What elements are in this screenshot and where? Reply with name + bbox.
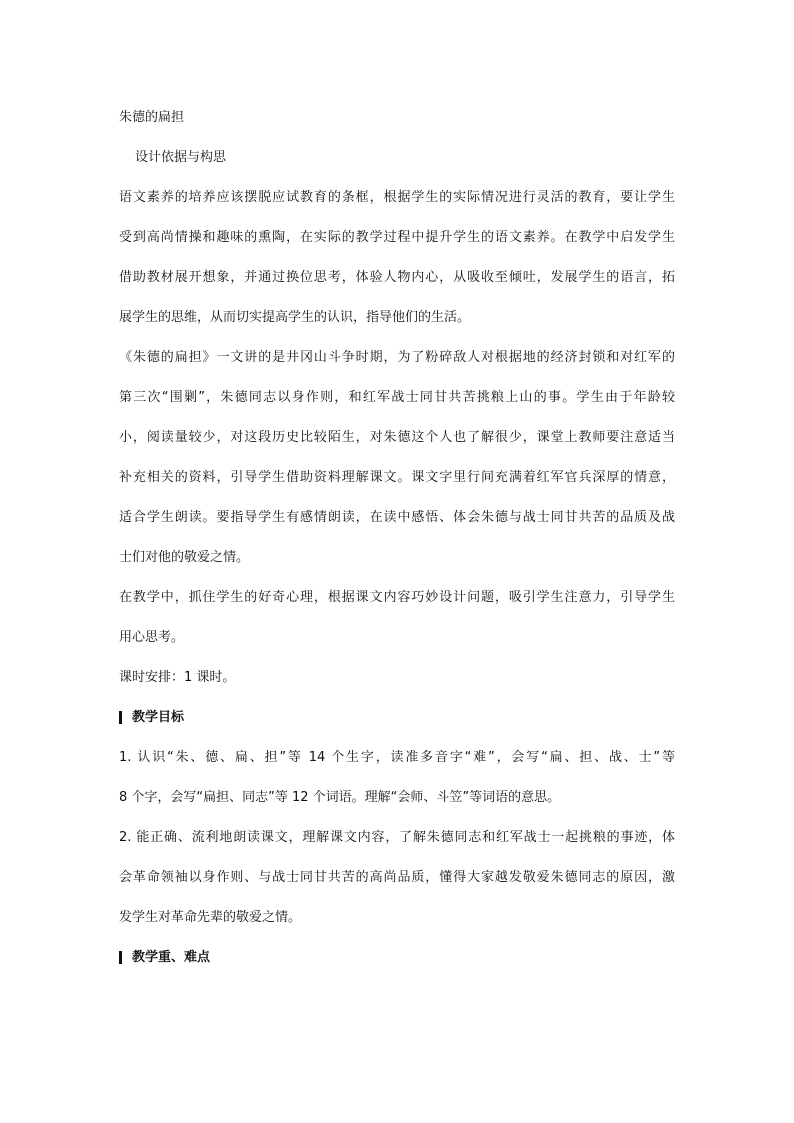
section-design-title: 设计依据与构思: [135, 150, 227, 165]
heading-bar-icon: [119, 711, 122, 724]
paragraph-line: 展学生的思维，从而切实提高学生的认识，指导他们的生活。: [119, 310, 471, 325]
paragraph-line: 适合学生朗读。要指导学生有感情朗读，在读中感悟、体会朱德与战士同甘共苦的品质及战: [119, 510, 675, 525]
paragraph-line: 补充相关的资料，引导学生借助资料理解课文。课文字里行间充满着红军官兵深厚的情意，: [119, 470, 675, 485]
heading-label: 教学目标: [132, 710, 185, 725]
paragraph-line: 第三次“围剿”，朱德同志以身作则，和红军战士同甘共苦挑粮上山的事。学生由于年龄较: [119, 390, 675, 405]
goal-line: 发学生对革命先辈的敬爱之情。: [119, 910, 302, 925]
paragraph-line: 语文素养的培养应该摆脱应试教育的条框，根据学生的实际情况进行灵活的教育，要让学生: [119, 190, 675, 205]
paragraph-text-analysis: [119, 343, 675, 572]
paragraph-line: 借助教材展开想象，并通过换位思考，体验人物内心，从吸收至倾吐，发展学生的语言，拓: [119, 270, 675, 285]
paragraph-line: 在教学中，抓住学生的好奇心理，根据课文内容巧妙设计问题，吸引学生注意力，引导学生: [119, 590, 675, 605]
goal-line: 1. 认识“朱、德、扁、担”等 14 个生字，读准多音字“难”，会写“扁、担、战、士”等: [119, 750, 675, 765]
goal-line: 8 个字，会写“扁担、同志”等 12 个词语。理解“会师、斗笠”等词语的意思。: [119, 790, 561, 805]
goal-item-1: [119, 743, 675, 812]
paragraph-line: 受到高尚情操和趣味的熏陶，在实际的教学过程中提升学生的语文素养。在教学中启发学生: [119, 230, 675, 245]
document-title: 朱德的扁担: [119, 110, 185, 125]
heading-label: 教学重、难点: [132, 950, 211, 965]
goal-item-2: [119, 823, 675, 932]
paragraph-line: 《朱德的扁担》一文讲的是井冈山斗争时期，为了粉碎敌人对根据地的经济封锁和对红军的: [119, 350, 675, 365]
paragraph-design-basis: [119, 183, 675, 332]
paragraph-line: 用心思考。: [119, 630, 185, 645]
goal-line: 2. 能正确、流利地朗读课文，理解课文内容，了解朱德同志和红军战士一起挑粮的事迹，体: [119, 830, 675, 845]
heading-key-points: [119, 943, 675, 972]
heading-bar-icon: [119, 951, 122, 964]
paragraph-teaching-method: [119, 583, 675, 652]
paragraph-line: 小，阅读量较少，对这段历史比较陌生，对朱德这个人也了解很少，课堂上教师要注意适当: [119, 430, 675, 445]
document-body: [119, 103, 675, 972]
paragraph-line: 士们对他的敬爱之情。: [119, 550, 250, 565]
schedule-text: 课时安排：1 课时。: [119, 670, 236, 685]
goal-line: 会革命领袖以身作则、与战士同甘共苦的高尚品质，懂得大家越发敬爱朱德同志的原因，激: [119, 870, 675, 885]
heading-teaching-goals: [119, 703, 675, 732]
